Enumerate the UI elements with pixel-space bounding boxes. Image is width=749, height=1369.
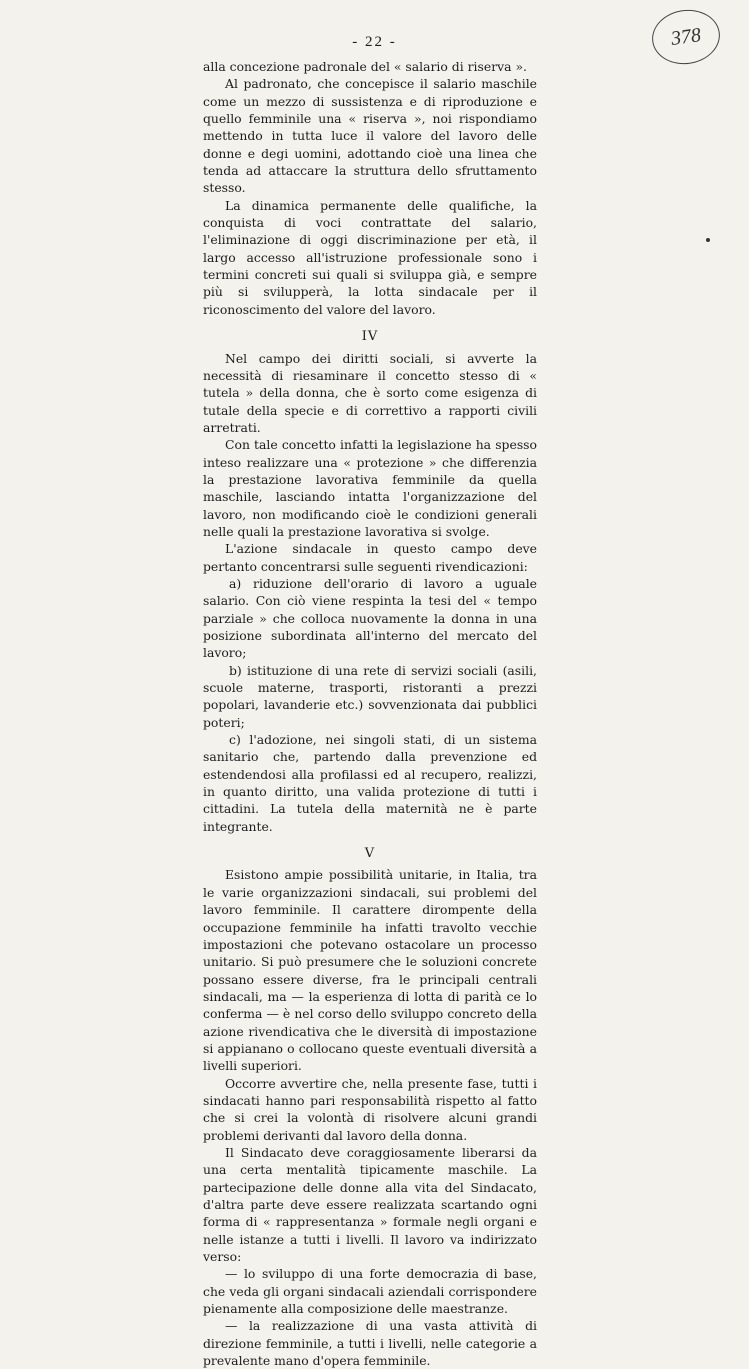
paragraph: Occorre avvertire che, nella presente fase, tutti i sindacati hanno pari responsabilità rispetto al fatto che si crei la volontà di risolvere alcuni grandi problemi derivanti dal lavoro della donna. [203, 1075, 537, 1143]
list-item: a) riduzione dell'orario di lavoro a uguale salario. Con ciò viene respinta la tesi del « tempo parziale » che colloca nuovamente la donna in una posizione subordinata all'interno del mercato del lavoro; [203, 575, 537, 661]
list-item: — lo sviluppo di una forte democrazia di base, che veda gli organi sindacali aziendali corrispondere pienamente alla composizione delle maestranze. [203, 1266, 537, 1317]
list-item: — la realizzazione di una vasta attività di direzione femminile, a tutti i livelli, nelle categorie a prevalente mano d'opera femminile. [203, 1318, 537, 1369]
section-heading-v: V [364, 846, 376, 862]
list-item: c) l'adozione, nei singoli stati, di un sistema sanitario che, partendo dalla prevenzione ed estendendosi alla profilassi ed al recupero, realizzi, in quanto diritto, una valida protezione di tutti i cittadini. La tutela della maternità ne è parte integrante. [203, 732, 537, 834]
margin-mark [706, 238, 710, 242]
paragraph: Al padronato, che concepisce il salario maschile come un mezzo di sussistenza e di riproduzione e quello femminile una « riserva », noi rispondiamo mettendo in tutta luce il valore del lavoro delle donne e degi uomini, adottando cioè una linea che tenda ad attaccare la struttura dello sfruttamento stesso. [203, 76, 537, 196]
paragraph: L'azione sindacale in questo campo deve pertanto concentrarsi sulle seguenti rivendicazioni: [203, 541, 537, 574]
paragraph: La dinamica permanente delle qualifiche, la conquista di voci contrattate del salario, l'eliminazione di oggi discriminazione per età, il largo accesso all'istruzione professionale sono i termini concreti sui quali si sviluppa già, e sempre più si svilupperà, la lotta sindacale per il riconoscimento del valore del lavoro. [203, 197, 537, 317]
list-item: b) istituzione di una rete di servizi sociali (asili, scuole materne, trasporti, ristoranti a prezzi popolari, lavanderie etc.) sovvenzionata dai pubblici poteri; [203, 662, 537, 730]
paragraph: Con tale concetto infatti la legislazione ha spesso inteso realizzare una « protezione » che differenzia la prestazione lavorativa femminile da quella maschile, lasciando intatta l'organizzazione del lavoro, non modificando cioè le condizioni generali nelle quali la prestazione lavorativa si svolge. [203, 437, 537, 539]
archive-stamp: 378 [649, 6, 724, 69]
section-heading-iv: IV [361, 329, 379, 345]
page-number: - 22 - [352, 34, 397, 50]
paragraph: Esistono ampie possibilità unitarie, in Italia, tra le varie organizzazioni sindacali, sui problemi del lavoro femminile. Il carattere dirompente della occupazione femminile ha infatti travolto vecchie impostazioni che potevano ostacolare un processo unitario. Si può presumere che le soluzioni concrete possano essere diverse, fra le principali centrali sindacali, ma — la esperienza di lotta di parità ce lo conferma — è nel corso dello sviluppo concreto della azione rivendicativa che le diversità di impostazione si appianano o collocano queste eventuali diversità a livelli superiori. [203, 867, 537, 1074]
paragraph: alla concezione padronale del « salario di riserva ». [203, 59, 527, 74]
paragraph: Il Sindacato deve coraggiosamente liberarsi da una certa mentalità tipicamente maschile. La partecipazione delle donne alla vita del Sindacato, d'altra parte deve essere realizzata scartando ogni forma di « rappresentanza » formale negli organi e nelle istanze a tutti i livelli. Il lavoro va indirizzato verso: [203, 1144, 537, 1265]
document-body [203, 58, 537, 1369]
paragraph: Nel campo dei diritti sociali, si avverte la necessità di riesaminare il concetto stesso di « tutela » della donna, che è sorto come esigenza di tutale della specie e di correttivo a rapporti civili arretrati. [203, 350, 537, 435]
